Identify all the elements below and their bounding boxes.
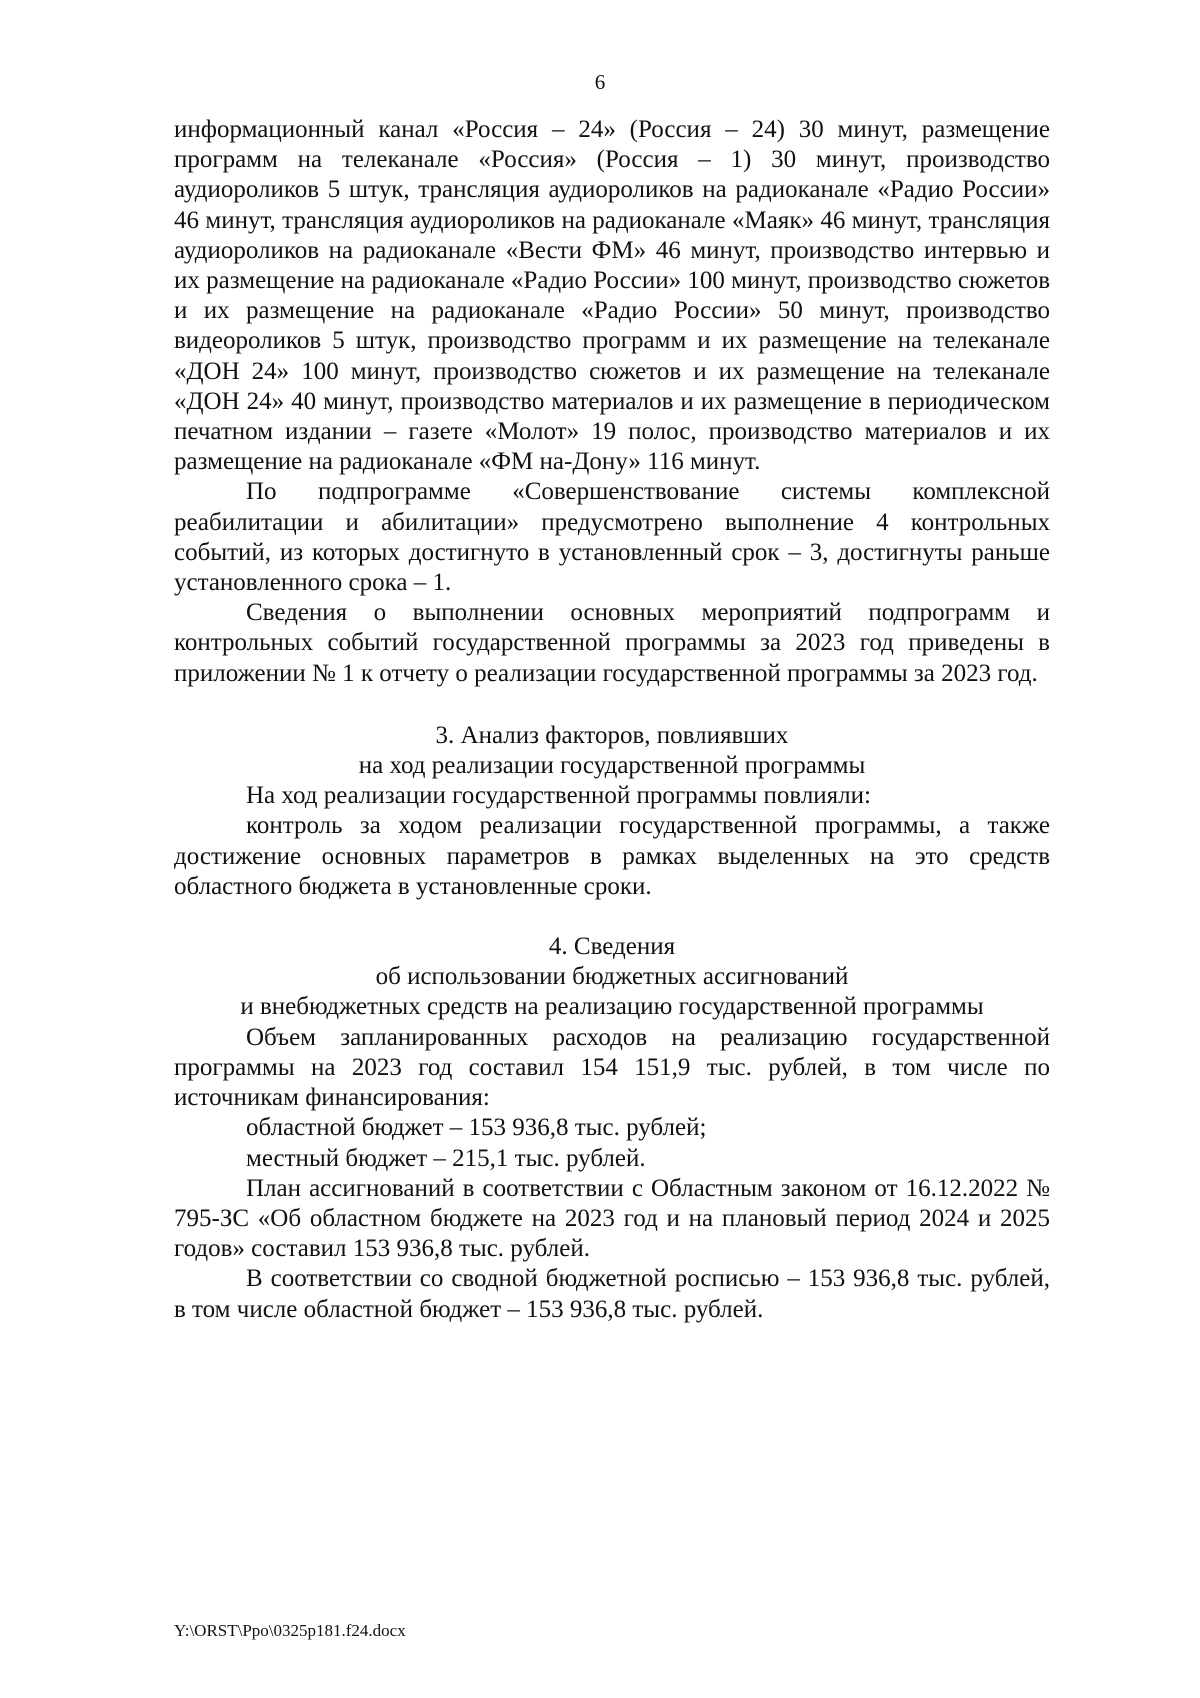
section-4-paragraph-planned-expenses: Объем запланированных расходов на реализацию государственной программы на 2023 год составил 154 151,9 тыс. рублей, в том числе по источникам финансирования:	[174, 1023, 1050, 1112]
section-4-paragraph-allocation-plan: План ассигнований в соответствии с Областным законом от 16.12.2022 № 795-ЗС «Об областном бюджете на 2023 год и на плановый период 2024 и 2025 годов» составил 153 936,8 тыс. рублей.	[174, 1174, 1050, 1263]
section-3-heading-line-1: 3. Анализ факторов, повлиявших	[435, 721, 789, 749]
section-3-heading-line-2: на ход реализации государственной программы	[358, 752, 866, 780]
section-3-paragraph-2: контроль за ходом реализации государственной программы, а также достижение основных параметров в рамках выделенных на это средств областного бюджета в установленные сроки.	[174, 812, 1050, 900]
section-3-heading	[174, 721, 1050, 781]
paragraph-media-placement: информационный канал «Россия – 24» (Россия – 24) 30 минут, размещение программ на телеканале «Россия» (Россия – 1) 30 минут, производство аудиороликов 5 штук, трансляция аудиороликов на радиоканале «Радио России» 46 минут, трансляция аудиороликов на радиоканале «Маяк» 46 минут, трансляция аудиороликов на радиоканале «Вести ФМ» 46 минут, производство интервью и их размещение на радиоканале «Радио России» 100 минут, производство сюжетов и их размещение на радиоканале «Радио России» 50 минут, производство видеороликов 5 штук, производство программ и их размещение на телеканале «ДОН 24» 100 минут, производство сюжетов и их размещение на телеканале «ДОН 24» 40 минут, производство материалов и их размещение в периодическом печатном издании – газете «Молот» 19 полос, производство материалов и их размещение на радиоканале «ФМ на-Дону» 116 минут.	[174, 116, 1051, 476]
paragraph-rehabilitation-subprogram: По подпрограмме «Совершенствование системы комплексной реабилитации и абилитации» предусмотрено выполнение 4 контрольных событий, из которых достигнуто в установленный срок – 3, достигнуты раньше установленного срока – 1.	[174, 478, 1050, 597]
section-4-paragraph-local-budget: местный бюджет – 215,1 тыс. рублей.	[246, 1144, 646, 1172]
section-4-heading-line-2: об использовании бюджетных ассигнований	[375, 963, 849, 991]
section-4-heading-line-3: и внебюджетных средств на реализацию государственной программы	[240, 993, 984, 1021]
footer-file-path: Y:\ORST\Ppo\0325p181.f24.docx	[174, 1621, 406, 1640]
section-4-paragraph-budget-schedule: В соответствии со сводной бюджетной росписью – 153 936,8 тыс. рублей, в том числе областной бюджет – 153 936,8 тыс. рублей.	[174, 1265, 1050, 1323]
document-body	[174, 115, 1050, 1325]
section-4-paragraph-regional-budget: областной бюджет – 153 936,8 тыс. рублей;	[246, 1114, 707, 1142]
section-4-heading-line-1: 4. Сведения	[548, 933, 676, 961]
section-3-paragraph-1: На ход реализации государственной программы повлияли:	[246, 782, 871, 810]
page-number: 6	[594, 70, 606, 94]
paragraph-appendix-reference: Сведения о выполнении основных мероприятий подпрограмм и контрольных событий государственной программы за 2023 год приведены в приложении № 1 к отчету о реализации государственной программы за 2023 год.	[174, 599, 1050, 687]
section-4-heading	[174, 932, 1050, 1023]
